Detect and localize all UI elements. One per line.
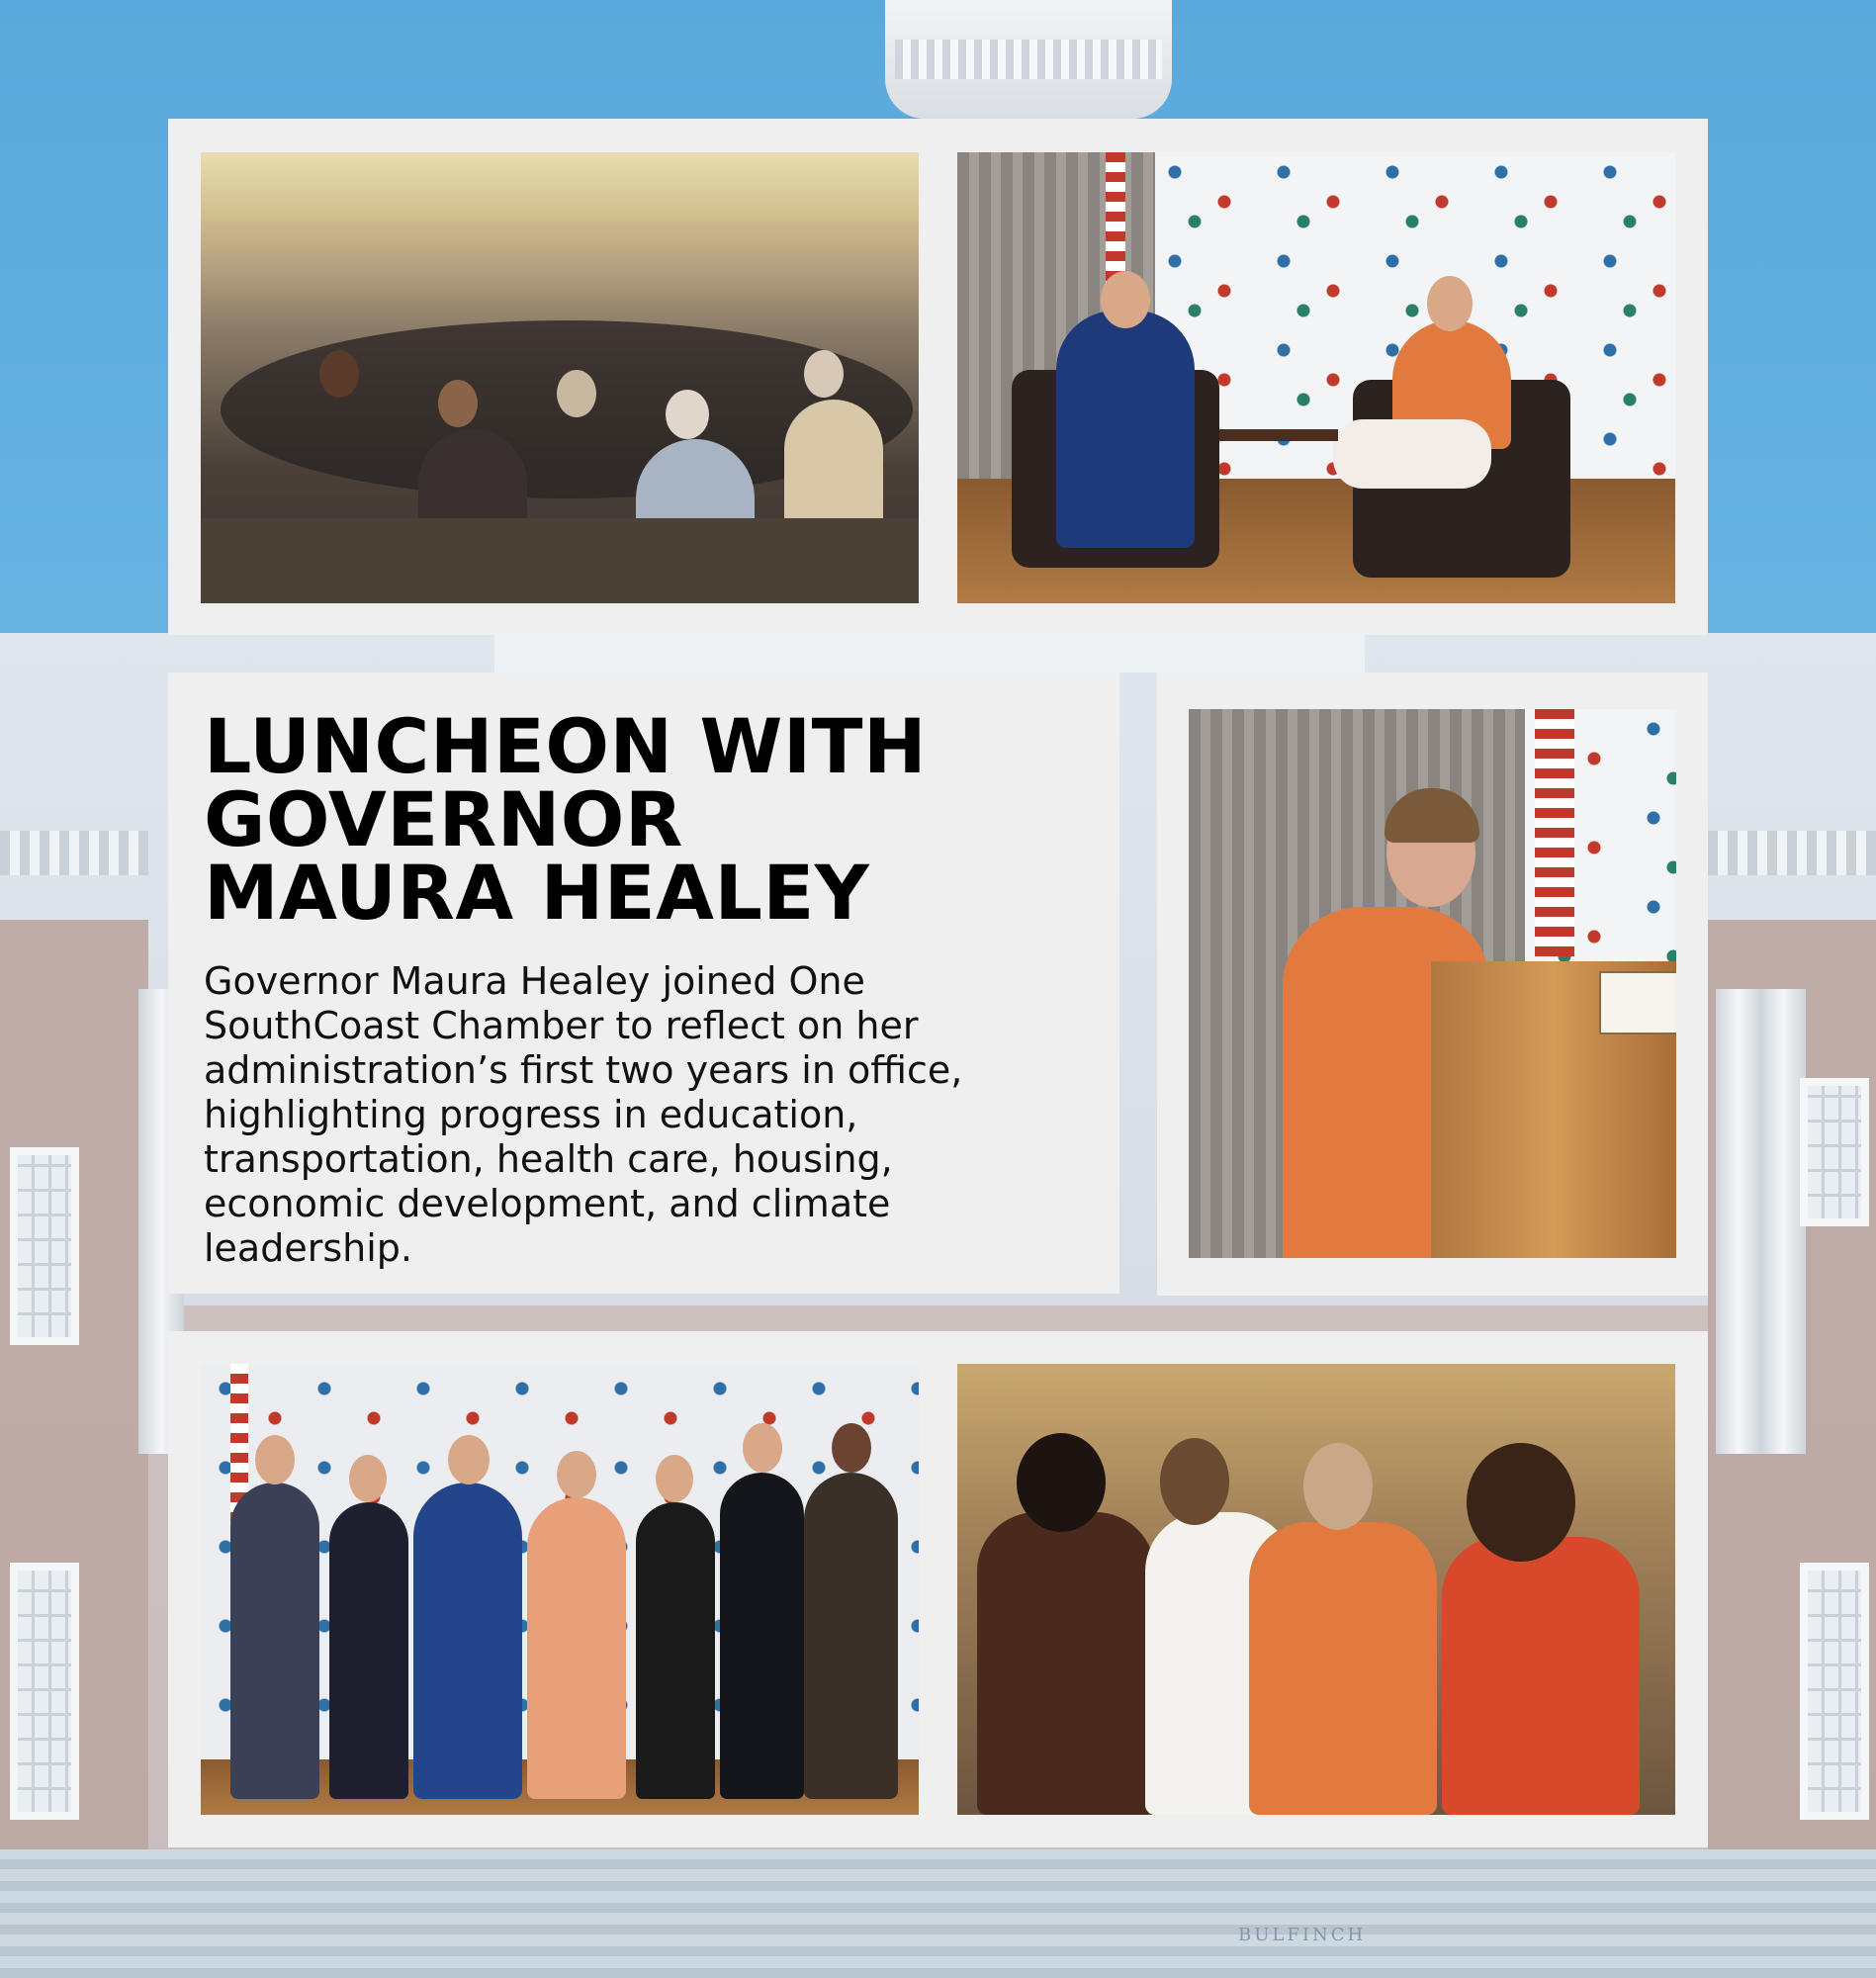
building-inscription: BULFINCH	[1238, 1925, 1367, 1945]
window	[1800, 1078, 1869, 1226]
left-balustrade	[0, 831, 148, 875]
window	[10, 1563, 79, 1820]
front-stairs	[0, 1849, 1876, 1978]
text-card	[168, 673, 1119, 1294]
podium-sign	[1599, 971, 1676, 1034]
group-photo	[201, 1364, 919, 1815]
bottom-photo-card	[168, 1331, 1708, 1847]
window	[10, 1147, 79, 1345]
side-table	[1219, 429, 1338, 550]
window	[1800, 1563, 1869, 1820]
top-photo-card	[168, 119, 1708, 635]
audience-photo	[201, 152, 919, 603]
page-title	[204, 702, 1054, 937]
fireside-chat-photo	[957, 152, 1675, 603]
event-description: Governor Maura Healey joined One SouthCoast Chamber to reflect on her administration’s first two years in office, highlighting progress in education, transportation, health care, housing, economic development, and climate leadership.	[204, 959, 963, 1270]
podium-photo	[1189, 709, 1676, 1258]
facade-upper-wing	[494, 633, 1365, 673]
women-group-photo	[957, 1364, 1675, 1815]
right-balustrade	[1708, 831, 1876, 875]
title-line: GOVERNOR	[204, 775, 683, 863]
podium-photo-card	[1157, 673, 1708, 1296]
state-house-dome	[885, 0, 1172, 119]
title-line: MAURA HEALEY	[204, 849, 870, 937]
title-line: LUNCHEON WITH	[204, 702, 928, 790]
column	[1716, 989, 1761, 1454]
